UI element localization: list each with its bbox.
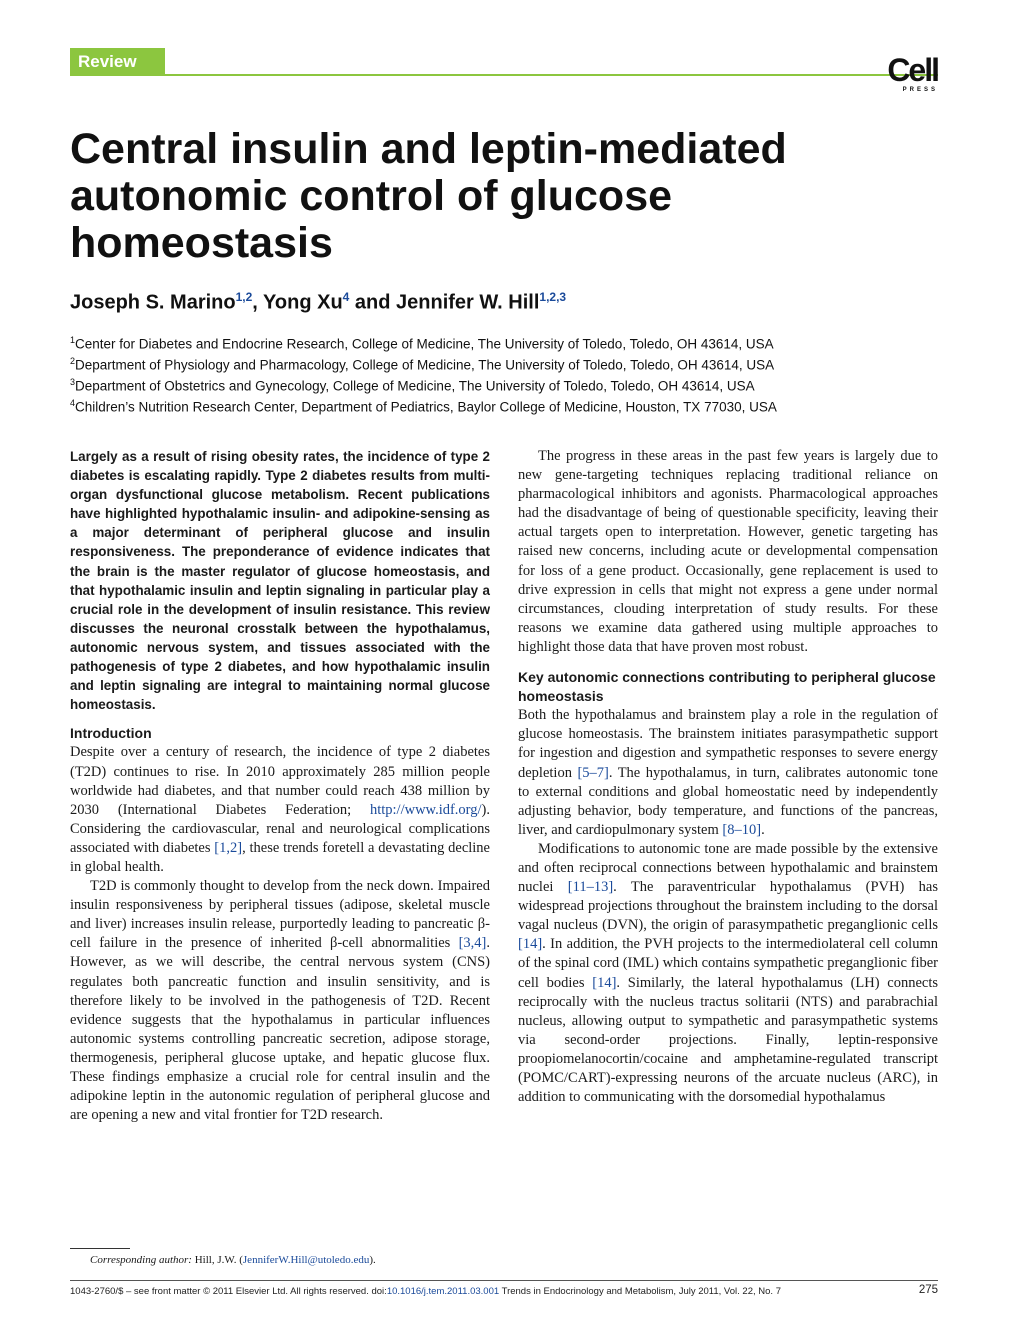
author-list bbox=[70, 290, 938, 315]
paragraph-text: . The paraventricular hypothalamus (PVH) has widespread projections throughout the brainstem including to the dorsal vagal nucleus (DVN), the origin of parasympathetic preganglionic cells bbox=[518, 879, 938, 934]
affiliation-text: Children’s Nutrition Research Center, Department of Pediatrics, Baylor College of Medicine, Houston, TX 77030, USA bbox=[75, 399, 777, 415]
affiliation-list bbox=[70, 332, 938, 416]
citation-link[interactable]: [14] bbox=[518, 936, 543, 953]
left-column bbox=[70, 447, 490, 1125]
author-name[interactable]: Joseph S. Marino bbox=[70, 291, 236, 314]
paragraph-text: Both the hypothalamus and brainstem play a role in the regulation of glucose homeostasis. The brainstem initiates parasympathetic support for ingestion and digestion and sympathetic responses to severe energy depletion bbox=[518, 707, 938, 781]
paragraph-text: . bbox=[761, 821, 765, 838]
footnote-rule bbox=[70, 1248, 130, 1249]
logo-subtext: PRESS bbox=[902, 87, 938, 93]
author-affil-sup[interactable]: 1,2 bbox=[235, 290, 253, 304]
logo-wordmark: Cell bbox=[887, 52, 938, 88]
paragraph-text: . However, as we will describe, the central nervous system (CNS) regulates both pancreatic function and insulin sensitivity, and is therefore likely to be involved in the pathogenesis of T2D. Recent evidence suggests that the hypothalamus in particular influences autonomic systems controlling pancreatic secretion, adipose storage, thermogenesis, peripheral glucose uptake, and hepatic glucose flux. These findings emphasize a crucial role for central insulin and the adipokine leptin in the autonomic regulation of peripheral glucose and are opening a new and vital frontier for T2D research. bbox=[70, 935, 490, 1124]
journal-citation: Trends in Endocrinology and Metabolism, July 2011, Vol. 22, No. 7 bbox=[499, 1286, 781, 1297]
paragraph-text: , these trends foretell a devastating decline in global health. bbox=[70, 839, 490, 875]
author-affil-sup[interactable]: 4 bbox=[342, 290, 350, 304]
affiliation bbox=[70, 332, 938, 353]
publisher-logo bbox=[876, 54, 938, 96]
affiliation-number: 4 bbox=[70, 398, 76, 408]
affiliation-text: Department of Physiology and Pharmacology, College of Medicine, The University of Toledo, Toledo, OH 43614, USA bbox=[75, 357, 775, 373]
affiliation-number: 2 bbox=[70, 356, 76, 366]
corresponding-author-note bbox=[90, 1253, 510, 1267]
author-name[interactable]: Jennifer W. Hill bbox=[396, 291, 540, 314]
affiliation bbox=[70, 353, 938, 374]
citation-link[interactable]: [14] bbox=[592, 974, 617, 991]
footnote-label: Corresponding author: bbox=[90, 1254, 192, 1266]
section-heading-introduction: Introduction bbox=[70, 725, 152, 742]
doi-link[interactable]: 10.1016/j.tem.2011.03.001 bbox=[386, 1286, 500, 1297]
body-paragraph bbox=[70, 877, 490, 1125]
page-footer bbox=[70, 1286, 938, 1298]
author-separator: , bbox=[252, 291, 264, 314]
paragraph-text: T2D is commonly thought to develop from the neck down. Impaired insulin responsiveness by peripheral tissues (adipose, skeletal muscle and liver) increases insulin release, purportedly leading to pancreatic β-cell failure in the presence of inherited β-cell abnormalities bbox=[70, 878, 490, 952]
paragraph-text: ). Considering the cardiovascular, renal and neurological complications associated with diabetes bbox=[70, 801, 490, 856]
footnote-text: ). bbox=[369, 1254, 376, 1266]
paragraph-text: . The hypothalamus, in turn, calibrates autonomic tone to external conditions and global homeostatic need by independently adjusting behavior, body temperature, and functions of the pancreas, liver, and cardiopulmonary system bbox=[518, 764, 938, 838]
body-paragraph bbox=[518, 840, 938, 1107]
paragraph-text: . Similarly, the lateral hypothalamus (LH) connects reciprocally with the nucleus tractus solitarii (NTS) and parabrachial nucleus, allowing output to sympathetic and parasympathetic systems via second-order projections. Finally, leptin-responsive proopiomelanocortin/cocaine and amphetamine-regulated transcript (POMC/CART)-expressing neurons of the arcuate nucleus (ARC), in addition to communicating with the dorsomedial hypothalamus bbox=[518, 974, 938, 1106]
email-link[interactable]: JenniferW.Hill@utoledo.edu bbox=[242, 1254, 370, 1266]
right-column bbox=[518, 447, 938, 1107]
body-paragraph: The progress in these areas in the past few years is largely due to new gene-targeting techniques replacing traditional reliance on pharmacological inhibitors and agonists. Pharmacological approaches had the disadvantage of being of questionable specificity, leaving their actual targets open to interpretation. However, genetic targeting has raised new concerns, including acute or developmental compensation for loss of a gene product. Occasionally, gene replacement is used to drive expression in cells that might not express a gene under normal circumstances, clouding interpretation of study results. For these reasons we examine data gathered using multiple approaches to highlight those data that have proven most robust. bbox=[518, 448, 938, 655]
external-link[interactable]: http://www.idf.org/ bbox=[369, 801, 482, 818]
paragraph-text: Modifications to autonomic tone are made possible by the extensive and often reciprocal connections between hypothalamic and brainstem nuclei bbox=[518, 840, 938, 896]
body-paragraph bbox=[70, 743, 490, 877]
affiliation bbox=[70, 395, 938, 416]
header-rule bbox=[70, 74, 938, 76]
author-name[interactable]: Yong Xu bbox=[263, 291, 343, 314]
citation-link[interactable]: [1,2] bbox=[214, 839, 243, 856]
paragraph-text: Despite over a century of research, the incidence of type 2 diabetes (T2D) continues to rise. In 2010 approximately 285 million people worldwide had diabetes, and that number could reach 438 million by 2030 (International Diabetes Federation; bbox=[70, 744, 490, 818]
page-number: 275 bbox=[918, 1284, 938, 1296]
affiliation-number: 3 bbox=[70, 377, 76, 387]
article-type-badge: Review bbox=[70, 48, 165, 75]
section-heading-autonomic: Key autonomic connections contributing to peripheral glucose homeostasis bbox=[518, 669, 936, 705]
affiliation-number: 1 bbox=[70, 335, 76, 345]
affiliation bbox=[70, 374, 938, 395]
abstract: Largely as a result of rising obesity rates, the incidence of type 2 diabetes is escalating rapidly. Type 2 diabetes results from multi-organ dysfunctional glucose metabolism. Recent publications have highlighted hypothalamic insulin- and adipokine-sensing as a major determinant of peripheral glucose and insulin responsiveness. The preponderance of evidence indicates that the brain is the master regulator of glucose homeostasis, and that hypothalamic insulin and leptin signaling in particular play a crucial role in the development of insulin resistance. This review discusses the neuronal crosstalk between the hypothalamus, autonomic nervous system, and tissues associated with the pathogenesis of type 2 diabetes, and how hypothalamic insulin and leptin signaling are integral to maintaining normal glucose homeostasis. bbox=[70, 449, 490, 713]
citation-link[interactable]: [11–13] bbox=[567, 879, 614, 896]
citation-link[interactable]: [3,4] bbox=[458, 935, 487, 952]
article-title: Central insulin and leptin-mediated autonomic control of glucose homeostasis bbox=[70, 125, 787, 267]
footnote-text: Hill, J.W. ( bbox=[191, 1254, 243, 1266]
footer-rule bbox=[70, 1280, 938, 1281]
author-separator: and bbox=[349, 291, 397, 314]
citation-link[interactable]: [8–10] bbox=[722, 821, 762, 838]
copyright-text: 1043-2760/$ – see front matter © 2011 Elsevier Ltd. All rights reserved. doi: bbox=[70, 1286, 387, 1297]
author-affil-sup[interactable]: 1,2,3 bbox=[539, 290, 567, 304]
citation-link[interactable]: [5–7] bbox=[577, 764, 609, 781]
body-paragraph bbox=[518, 706, 938, 840]
spacer bbox=[518, 657, 938, 668]
affiliation-text: Department of Obstetrics and Gynecology, College of Medicine, The University of Toledo, Toledo, OH 43614, USA bbox=[75, 378, 755, 394]
affiliation-text: Center for Diabetes and Endocrine Research, College of Medicine, The University of Toledo, Toledo, OH 43614, USA bbox=[75, 336, 774, 352]
paragraph-text: . In addition, the PVH projects to the intermediolateral cell column of the spinal cord (IML) which contains sympathetic preganglionic fiber cell bodies bbox=[518, 936, 938, 991]
